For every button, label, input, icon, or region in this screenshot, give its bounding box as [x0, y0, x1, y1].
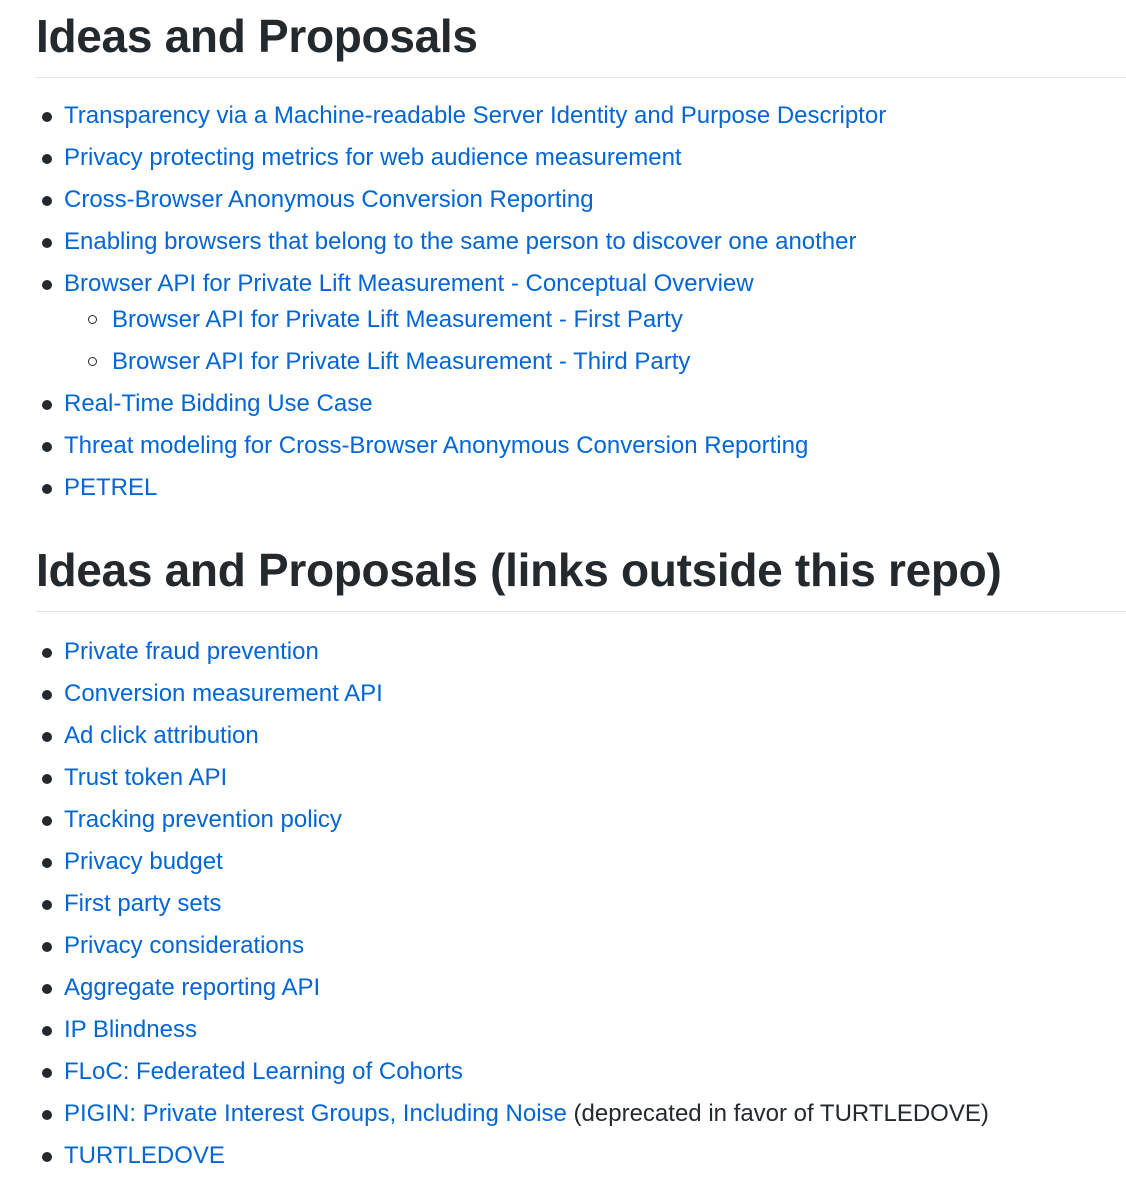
proposal-link[interactable]: PETREL [64, 474, 158, 501]
section-external-proposals [36, 542, 1126, 1172]
list-item [64, 720, 1126, 752]
list-item [64, 762, 1126, 794]
proposal-link[interactable]: Threat modeling for Cross-Browser Anonymous Conversion Reporting [64, 432, 809, 459]
sub-list-item [112, 346, 1126, 378]
list-item [64, 888, 1126, 920]
sub-proposal-link[interactable]: Browser API for Private Lift Measurement - Third Party [112, 348, 691, 375]
external-link[interactable]: IP Blindness [64, 1016, 197, 1043]
list-item [64, 804, 1126, 836]
list-item [64, 846, 1126, 878]
list-item [64, 1098, 1126, 1130]
external-link[interactable]: First party sets [64, 890, 222, 917]
proposal-link[interactable]: Real-Time Bidding Use Case [64, 390, 373, 417]
list-item [64, 1140, 1126, 1172]
list-item [64, 1014, 1126, 1046]
deprecation-note: (deprecated in favor of TURTLEDOVE) [566, 1100, 989, 1127]
list-item [64, 430, 1126, 462]
list-item [64, 100, 1126, 132]
external-link[interactable]: Privacy budget [64, 848, 223, 875]
section-ideas-and-proposals [36, 0, 1126, 504]
section-heading: Ideas and Proposals [36, 10, 478, 62]
external-link[interactable]: Trust token API [64, 764, 228, 791]
external-link[interactable]: FLoC: Federated Learning of Cohorts [64, 1058, 463, 1085]
external-link[interactable]: Private fraud prevention [64, 638, 319, 665]
list-item [64, 930, 1126, 962]
list-item [64, 142, 1126, 174]
sub-list-item [112, 304, 1126, 336]
proposal-link[interactable]: Transparency via a Machine-readable Server Identity and Purpose Descriptor [64, 102, 887, 129]
external-link[interactable]: Tracking prevention policy [64, 806, 342, 833]
list-item [64, 226, 1126, 258]
section-heading: Ideas and Proposals (links outside this repo) [36, 544, 1002, 596]
sub-proposal-link[interactable]: Browser API for Private Lift Measurement - First Party [112, 306, 683, 333]
proposal-list [36, 100, 1126, 504]
heading-divider [36, 611, 1126, 612]
proposal-link[interactable]: Cross-Browser Anonymous Conversion Reporting [64, 186, 594, 213]
external-link[interactable]: PIGIN: Private Interest Groups, Including Noise [64, 1100, 567, 1127]
sub-proposal-list [64, 304, 1126, 378]
list-item [64, 268, 1126, 378]
external-link[interactable]: Conversion measurement API [64, 680, 383, 707]
list-item [64, 388, 1126, 420]
external-link[interactable]: Ad click attribution [64, 722, 259, 749]
list-item [64, 678, 1126, 710]
list-item [64, 1056, 1126, 1088]
heading-divider [36, 77, 1126, 78]
external-proposal-list [36, 636, 1126, 1172]
list-item [64, 636, 1126, 668]
external-link[interactable]: Privacy considerations [64, 932, 305, 959]
external-link[interactable]: TURTLEDOVE [64, 1142, 225, 1169]
proposal-link[interactable]: Enabling browsers that belong to the same person to discover one another [64, 228, 857, 255]
proposal-link[interactable]: Browser API for Private Lift Measurement - Conceptual Overview [64, 270, 754, 297]
list-item [64, 972, 1126, 1004]
external-link[interactable]: Aggregate reporting API [64, 974, 321, 1001]
proposal-link[interactable]: Privacy protecting metrics for web audience measurement [64, 144, 682, 171]
list-item [64, 472, 1126, 504]
list-item [64, 184, 1126, 216]
